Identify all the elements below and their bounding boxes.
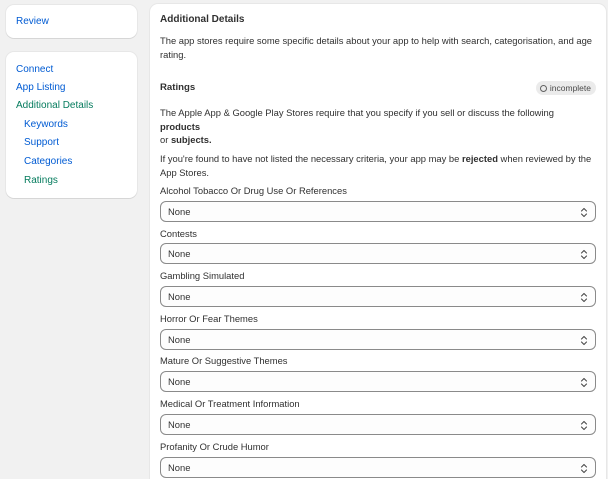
select-profanity[interactable]	[160, 457, 596, 478]
field-label-profanity: Profanity Or Crude Humor	[160, 441, 269, 452]
field-label-mature: Mature Or Suggestive Themes	[160, 355, 288, 366]
review-link[interactable]: Review	[16, 16, 49, 27]
select-value: None	[168, 206, 191, 217]
circle-icon	[540, 85, 547, 92]
sidebar-nav	[6, 52, 137, 198]
sidebar-item-additional-details[interactable]: Additional Details	[16, 100, 94, 111]
ratings-warning: If you're found to have not listed the necessary criteria, your app may be rejected when reviewed by the App Stores.	[160, 153, 592, 178]
sidebar-item-ratings[interactable]: Ratings	[24, 175, 58, 186]
sidebar-item-keywords[interactable]: Keywords	[24, 119, 68, 130]
main-panel	[150, 4, 606, 479]
status-badge	[536, 81, 596, 95]
status-badge-label: incomplete	[549, 83, 591, 93]
select-chevron-icon	[580, 377, 588, 388]
ratings-title: Ratings	[160, 82, 196, 93]
review-card	[6, 5, 137, 38]
field-label-medical: Medical Or Treatment Information	[160, 398, 300, 409]
select-alcohol[interactable]	[160, 201, 596, 222]
select-value: None	[168, 376, 191, 387]
select-chevron-icon	[580, 249, 588, 260]
select-value: None	[168, 334, 191, 345]
select-contests[interactable]	[160, 243, 596, 264]
field-label-horror: Horror Or Fear Themes	[160, 313, 258, 324]
section-title: Additional Details	[160, 14, 245, 25]
select-horror[interactable]	[160, 329, 596, 350]
select-chevron-icon	[580, 335, 588, 346]
field-label-alcohol: Alcohol Tobacco Or Drug Use Or References	[160, 185, 347, 196]
select-medical[interactable]	[160, 414, 596, 435]
sidebar-item-support[interactable]: Support	[24, 137, 60, 148]
select-value: None	[168, 419, 191, 430]
select-value: None	[168, 291, 191, 302]
ratings-intro: The Apple App & Google Play Stores require that you specify if you sell or discuss the following products or subjects.	[160, 107, 554, 145]
select-chevron-icon	[580, 207, 588, 218]
select-mature[interactable]	[160, 371, 596, 392]
field-label-gambling: Gambling Simulated	[160, 270, 245, 281]
section-description: The app stores require some specific details about your app to help with search, categorisation, and age rating.	[160, 35, 593, 60]
select-chevron-icon	[580, 420, 588, 431]
sidebar-item-connect[interactable]: Connect	[16, 64, 54, 75]
sidebar-item-app-listing[interactable]: App Listing	[16, 82, 66, 93]
field-label-contests: Contests	[160, 228, 197, 239]
select-chevron-icon	[580, 292, 588, 303]
select-value: None	[168, 248, 191, 259]
select-chevron-icon	[580, 463, 588, 474]
sidebar-item-categories[interactable]: Categories	[24, 156, 73, 167]
select-value: None	[168, 462, 191, 473]
select-gambling[interactable]	[160, 286, 596, 307]
